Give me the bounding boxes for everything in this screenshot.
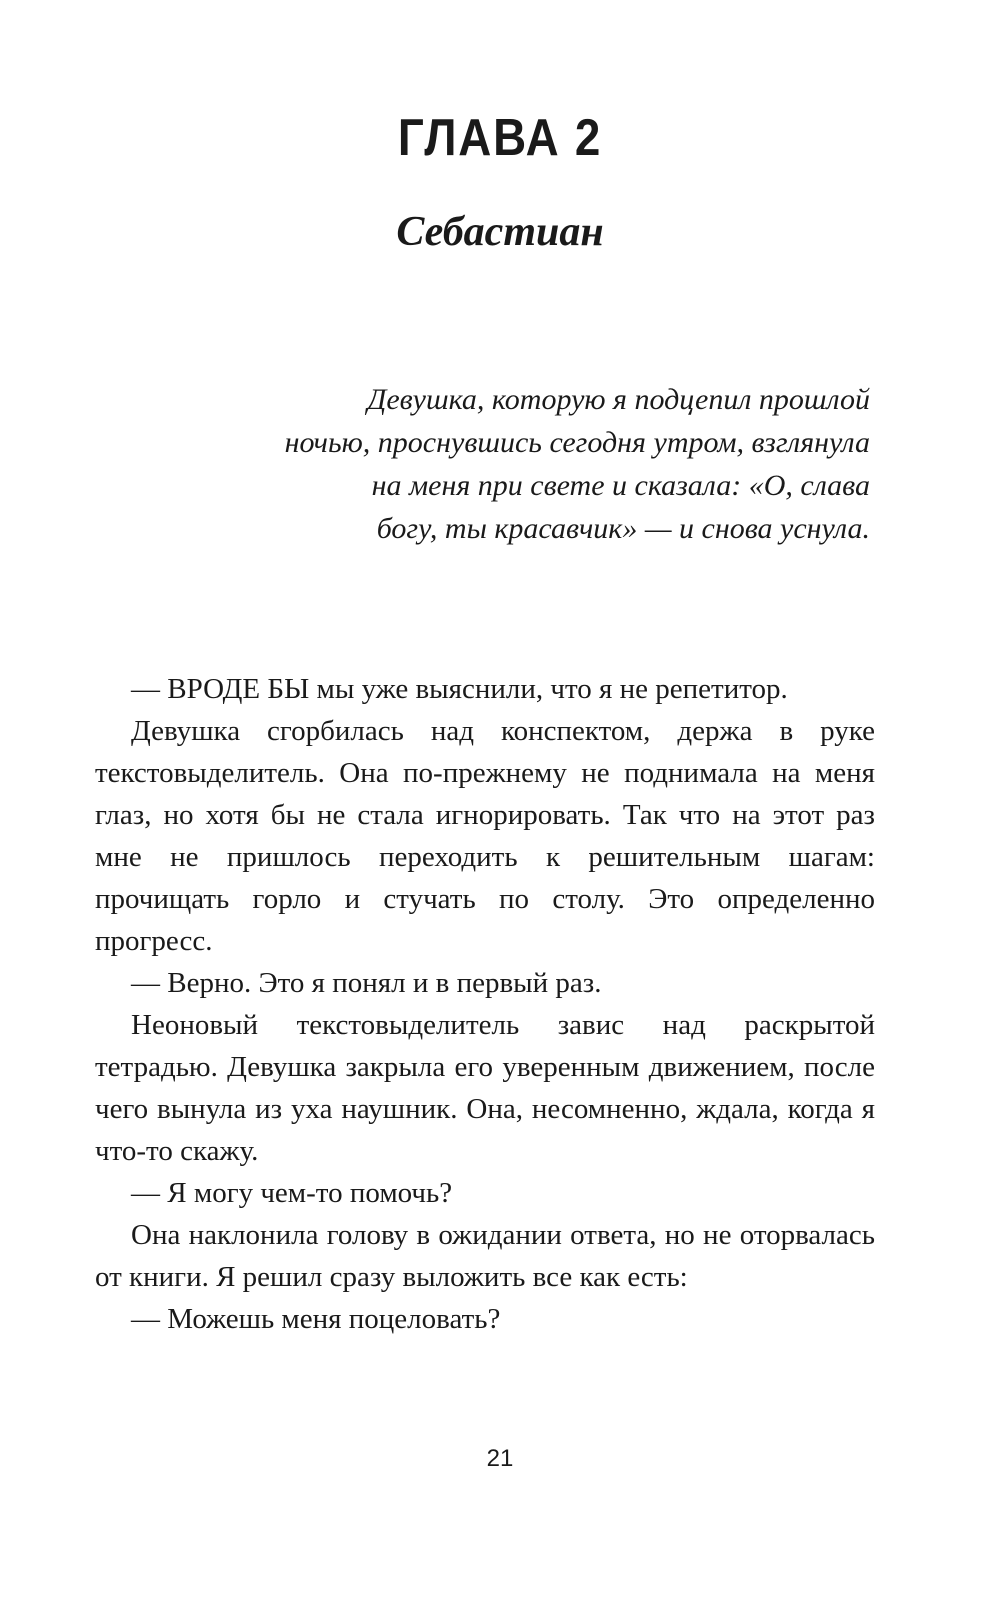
paragraph: — ВРОДЕ БЫ мы уже выяснили, что я не репетитор. bbox=[131, 673, 788, 705]
chapter-title: ГЛАВА 2 bbox=[397, 109, 603, 167]
body-text bbox=[95, 668, 875, 1340]
paragraph: Она наклонила голову в ожидании ответа, но не оторвалась от книги. Я решил сразу выложить все как есть: bbox=[95, 1219, 875, 1293]
chapter-subtitle: Себастиан bbox=[396, 209, 604, 255]
epigraph-line: Девушка, которую я подцепил прошлой bbox=[367, 383, 870, 416]
paragraph: Неоновый текстовыделитель завис над раскрытой тетрадью. Девушка закрыла его уверенным движением, после чего вынула из уха наушник. Она, несомненно, ждала, когда я что-то скажу. bbox=[95, 1009, 875, 1167]
epigraph-line: ночью, проснувшись сегодня утром, взглянула bbox=[284, 426, 870, 459]
epigraph-line: богу, ты красавчик» — и снова уснула. bbox=[376, 512, 870, 545]
epigraph bbox=[258, 378, 870, 550]
page-number: 21 bbox=[486, 1445, 514, 1472]
paragraph: — Я могу чем-то помочь? bbox=[131, 1177, 453, 1209]
paragraph: — Можешь меня поцеловать? bbox=[131, 1303, 501, 1335]
paragraph: — Верно. Это я понял и в первый раз. bbox=[131, 967, 602, 999]
paragraph: Девушка сгорбилась над конспектом, держа в руке текстовыделитель. Она по-прежнему не поднимала на меня глаз, но хотя бы не стала игнорировать. Так что на этот раз мне не пришлось переходить к решительным шагам: прочищать горло и стучать по столу. Это определенно прогресс. bbox=[95, 715, 875, 957]
epigraph-line: на меня при свете и сказала: «О, слава bbox=[371, 469, 870, 502]
